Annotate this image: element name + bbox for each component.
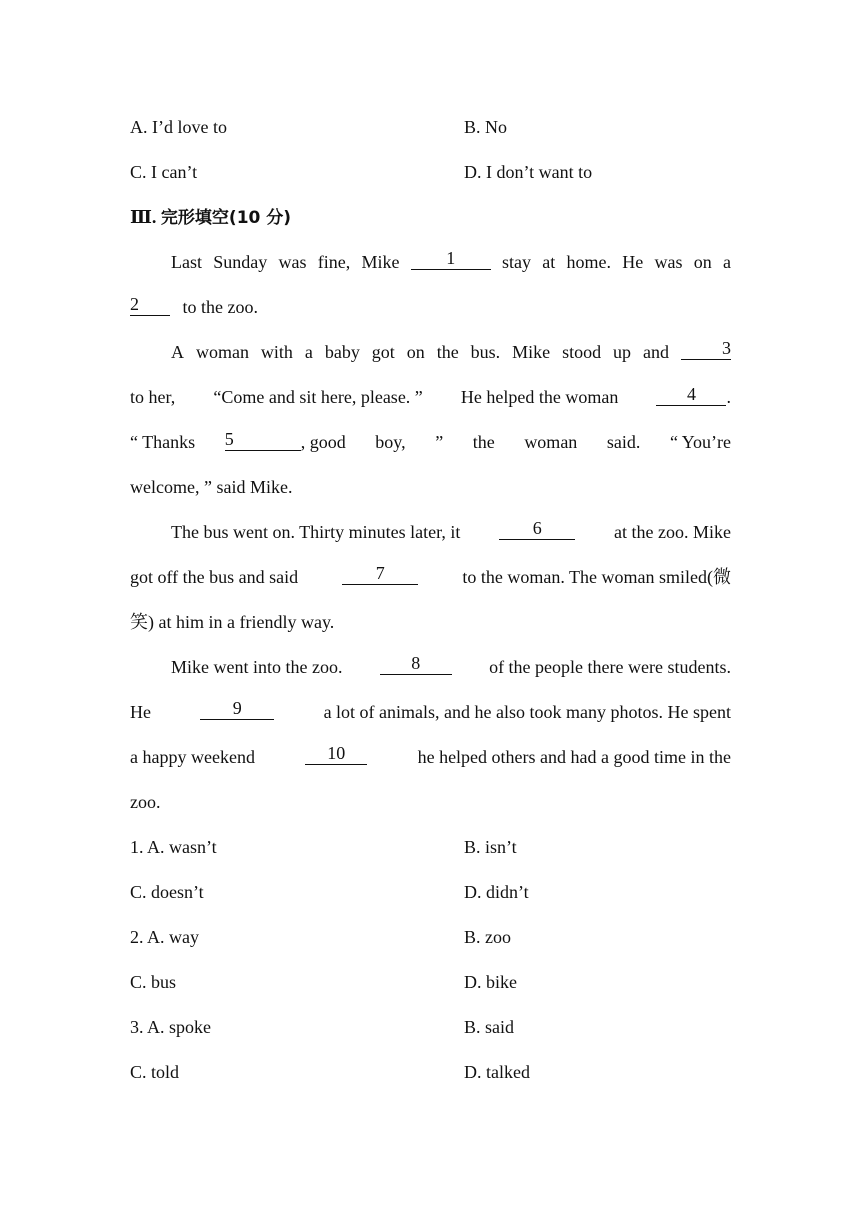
word: on — [693, 252, 712, 272]
blank-4: 4 — [656, 383, 726, 406]
word: the — [472, 432, 495, 452]
word: Sunday — [213, 252, 268, 272]
q3-option-b: B. said — [464, 1017, 515, 1037]
q3-option-d: D. talked — [464, 1062, 530, 1082]
option-a: A. I’d love to — [130, 117, 227, 137]
word: was — [278, 252, 307, 272]
blank-8: 8 — [380, 652, 452, 675]
text: to the woman. The woman smiled(微 — [462, 567, 731, 587]
text: “ Thanks — [130, 432, 196, 452]
text: a happy weekend — [130, 747, 255, 767]
word: stay — [501, 252, 531, 272]
q1-option-d: D. didn’t — [464, 882, 529, 902]
text: . — [726, 387, 731, 407]
word: woman — [195, 342, 249, 362]
q3-option-a: 3. A. spoke — [130, 1017, 211, 1037]
text: he helped others and had a good time in the — [417, 747, 731, 767]
q3-option-c: C. told — [130, 1062, 180, 1082]
word: said. — [606, 432, 641, 452]
word: stood — [562, 342, 602, 362]
q2-option-c: C. bus — [130, 972, 177, 992]
question-1-row-1 — [130, 832, 731, 862]
text: Mike went into the zoo. — [171, 657, 343, 677]
word: He — [622, 252, 644, 272]
passage-line — [130, 652, 731, 682]
blank-2: 2 — [130, 293, 170, 316]
q2-option-d: D. bike — [464, 972, 517, 992]
q2-option-a: 2. A. way — [130, 927, 199, 947]
question-3-row-1 — [130, 1012, 731, 1042]
word: home. — [566, 252, 611, 272]
text: to the zoo. — [182, 297, 258, 317]
option-d: D. I don’t want to — [464, 162, 593, 182]
blank-10: 10 — [305, 742, 367, 765]
question-1-row-2 — [130, 877, 731, 907]
q1-option-c: C. doesn’t — [130, 882, 204, 902]
word: baby — [324, 342, 360, 362]
passage-line — [130, 742, 731, 772]
passage-line: welcome, ” said Mike. — [130, 477, 293, 497]
blank-1: 1 — [411, 247, 491, 270]
word: a — [722, 252, 731, 272]
word: got — [371, 342, 395, 362]
passage-line — [130, 562, 731, 592]
passage-line: zoo. — [130, 792, 161, 812]
word: woman — [524, 432, 578, 452]
blank-9: 9 — [200, 697, 274, 720]
passage-line — [130, 292, 731, 322]
word: up — [613, 342, 632, 362]
section-numeral: Ⅲ. — [130, 207, 157, 227]
word: the — [436, 342, 459, 362]
blank-3: 3 — [681, 337, 731, 360]
word: A — [171, 342, 184, 362]
q2-option-b: B. zoo — [464, 927, 511, 947]
word: was — [654, 252, 683, 272]
word: boy, — [375, 432, 406, 452]
text: of the people there were students. — [489, 657, 731, 677]
word: fine, — [317, 252, 351, 272]
prev-options-row-1 — [130, 112, 731, 142]
text: He helped the woman — [460, 387, 619, 407]
text: The bus went on. Thirty minutes later, it — [171, 522, 461, 542]
passage-line — [130, 337, 731, 367]
word: “ You’re — [669, 432, 731, 452]
word: Last — [171, 252, 202, 272]
word: Mike — [512, 342, 551, 362]
word: a — [304, 342, 313, 362]
text: to her, — [130, 387, 176, 407]
q1-option-a: 1. A. wasn’t — [130, 837, 217, 857]
blank-6: 6 — [499, 517, 575, 540]
passage-line — [130, 382, 731, 412]
question-3-row-2 — [130, 1057, 731, 1087]
question-2-row-2 — [130, 967, 731, 997]
text: got off the bus and said — [130, 567, 299, 587]
text: a lot of animals, and he also took many photos. He spent — [323, 702, 731, 722]
text: at the zoo. Mike — [614, 522, 731, 542]
blank-7: 7 — [342, 562, 418, 585]
word: at — [542, 252, 556, 272]
passage-line — [130, 697, 731, 727]
section-title: 完形填空(10 分) — [160, 208, 292, 228]
option-c: C. I can’t — [130, 162, 198, 182]
word: Mike — [361, 252, 400, 272]
word: bus. — [470, 342, 501, 362]
word: with — [260, 342, 293, 362]
section-heading — [130, 202, 731, 232]
text: “Come and sit here, please. ” — [213, 387, 423, 407]
option-b: B. No — [464, 117, 508, 137]
passage-line: 笑) at him in a friendly way. — [130, 612, 335, 632]
word: and — [643, 342, 669, 362]
text: , good — [300, 432, 346, 452]
prev-options-row-2 — [130, 157, 731, 187]
question-2-row-1 — [130, 922, 731, 952]
word: ” — [435, 432, 444, 452]
blank-5: 5 — [225, 428, 301, 451]
passage-line — [130, 517, 731, 547]
word: on — [406, 342, 425, 362]
passage-line — [130, 427, 731, 457]
passage-line — [130, 247, 731, 277]
q1-option-b: B. isn’t — [464, 837, 517, 857]
word: He — [130, 702, 151, 722]
